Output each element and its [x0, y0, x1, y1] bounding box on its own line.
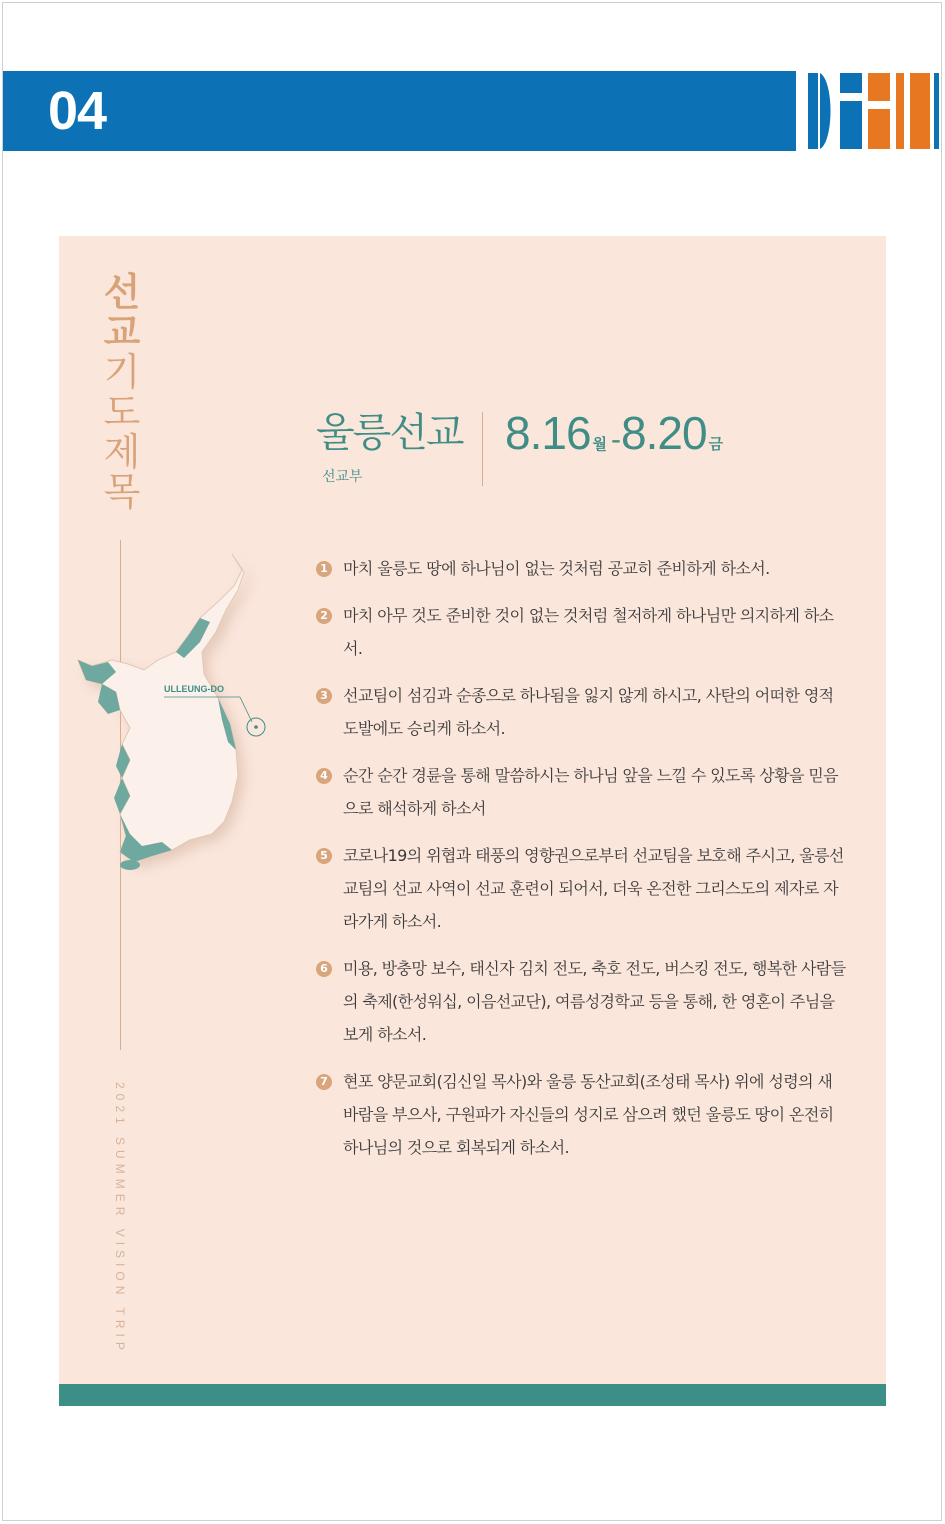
vertical-title — [100, 272, 144, 512]
header-title: 울릉선교 — [316, 410, 463, 456]
item-text: 코로나19의 위협과 태풍의 영향권으로부터 선교팀을 보호해 주시고, 울릉선교팀의 선교 사역이 선교 훈련이 되어서, 더욱 온전한 그리스도의 제자로 자라가게 하소서. — [343, 846, 844, 931]
prayer-item — [316, 952, 846, 1051]
prayer-item — [316, 552, 846, 585]
prayer-item — [316, 1065, 846, 1164]
item-text: 마치 아무 것도 준비한 것이 없는 것처럼 철저하게 하나님만 의지하게 하소서. — [343, 606, 834, 658]
item-text: 미용, 방충망 보수, 태신자 김치 전도, 축호 전도, 버스킹 전도, 행복한 사람들의 축제(한성워십, 이음선교단), 여름성경학교 등을 통해, 한 영혼이 주님을 보게 하소서. — [343, 959, 846, 1044]
vertical-title-char: 기 — [103, 350, 141, 394]
date-end: 8.20 — [621, 407, 707, 459]
item-text: 현포 양문교회(김신일 목사)와 울릉 동산교회(조성태 목사) 위에 성령의 새바람을 부으사, 구원파가 자신들의 성지로 삼으려 했던 울릉도 땅이 온전히 하나님의 것으로 회복되게 하소서. — [343, 1072, 834, 1157]
vertical-title-char: 목 — [103, 470, 141, 514]
date-start-day: 월 — [592, 435, 608, 453]
prayer-list — [316, 552, 846, 1178]
vertical-caption: 2021 SUMMER VISION TRIP — [113, 1082, 127, 1355]
item-text: 선교팀이 섬김과 순종으로 하나됨을 잃지 않게 하시고, 사탄의 어떠한 영적 도발에도 승리케 하소서. — [343, 686, 834, 738]
date-separator: - — [611, 423, 622, 456]
prayer-item — [316, 839, 846, 938]
item-number-badge: 6 — [316, 961, 332, 977]
item-number-badge: 1 — [316, 561, 332, 577]
item-number-badge: 2 — [316, 608, 332, 624]
vertical-title-char: 도 — [103, 390, 141, 434]
header-divider — [482, 412, 483, 486]
date-range — [505, 408, 727, 470]
korea-map — [72, 552, 292, 886]
item-number-badge: 4 — [316, 768, 332, 784]
item-text: 순간 순간 경륜을 통해 말씀하시는 하나님 앞을 느낄 수 있도록 상황을 믿음으로 해석하게 하소서 — [343, 766, 839, 818]
page-number: 04 — [48, 81, 107, 141]
prayer-item — [316, 599, 846, 665]
vertical-title-char: 선 — [103, 270, 141, 314]
item-number-badge: 7 — [316, 1074, 332, 1090]
date-end-day: 금 — [708, 435, 724, 453]
prayer-item — [316, 679, 846, 745]
brand-logo — [796, 71, 941, 151]
item-number-badge: 3 — [316, 688, 332, 704]
item-number-badge: 5 — [316, 848, 332, 864]
item-text: 마치 울릉도 땅에 하나님이 없는 것처럼 공교히 준비하게 하소서. — [343, 559, 770, 578]
date-start: 8.16 — [505, 407, 591, 459]
prayer-item — [316, 759, 846, 825]
map-label: ULLEUNG-DO — [164, 684, 224, 694]
header-subtitle: 선교부 — [322, 469, 363, 485]
vertical-title-char: 제 — [103, 430, 141, 474]
card-bottom-stripe — [59, 1384, 886, 1406]
vertical-title-char: 교 — [103, 310, 141, 354]
